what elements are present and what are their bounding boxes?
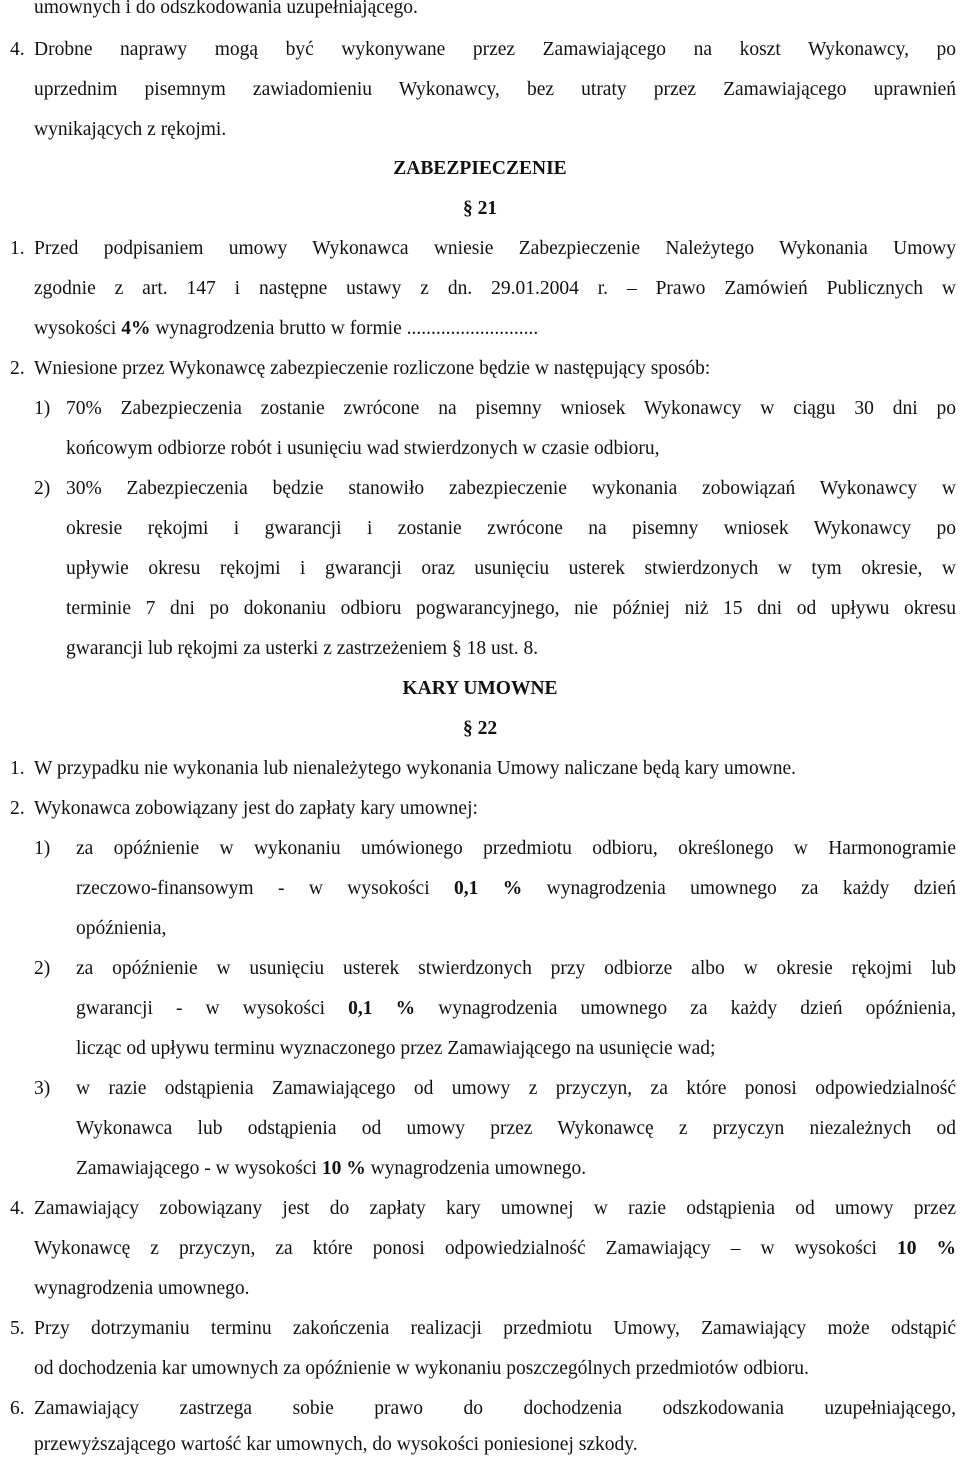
item-number: 4. <box>10 1198 25 1219</box>
text-line: Wykonawca lub odstąpienia od umowy przez Wykonawcę z przyczyn niezależnych od <box>76 1118 956 1139</box>
subitem-number: 1) <box>34 838 51 859</box>
text-line: Przy dotrzymaniu terminu zakończenia realizacji przedmiotu Umowy, Zamawiający może odstąpić <box>34 1318 956 1339</box>
text-line: od dochodzenia kar umownych za opóźnienie w wykonaniu poszczególnych przedmiotów odbioru. <box>34 1358 809 1379</box>
text-line: Wykonawcę z przyczyn, za które ponosi odpowiedzialność Zamawiający – w wysokości 10 % <box>34 1238 956 1259</box>
paragraph-number: § 22 <box>462 718 498 739</box>
text-line: Drobne naprawy mogą być wykonywane przez Zamawiającego na koszt Wykonawcy, po <box>34 39 956 60</box>
text-line: Przed podpisaniem umowy Wykonawca wniesie Zabezpieczenie Należytego Wykonania Umowy <box>34 238 956 259</box>
text-line: licząc od upływu terminu wyznaczonego przez Zamawiającego na usunięcie wad; <box>76 1038 716 1059</box>
paragraph-number: § 21 <box>462 198 498 219</box>
text-line: W przypadku nie wykonania lub nienależytego wykonania Umowy naliczane będą kary umowne. <box>34 758 797 779</box>
item-number: 2. <box>10 798 25 819</box>
text-line: przewyższającego wartość kar umownych, do wysokości poniesionej szkody. <box>34 1434 638 1455</box>
item-number: 6. <box>10 1398 25 1419</box>
text-line: upływie okresu rękojmi i gwarancji oraz usunięciu usterek stwierdzonych w tym okresie, w <box>66 558 956 579</box>
section-title: ZABEZPIECZENIE <box>393 158 567 179</box>
text-line: uprzednim pisemnym zawiadomieniu Wykonawcy, bez utraty przez Zamawiającego uprawnień <box>34 79 956 100</box>
text-line: 70% Zabezpieczenia zostanie zwrócone na pisemny wniosek Wykonawcy w ciągu 30 dni po <box>66 398 956 419</box>
subitem-number: 2) <box>34 958 51 979</box>
text-line: Wykonawca zobowiązany jest do zapłaty kary umownej: <box>34 798 478 819</box>
text-line: za opóźnienie w usunięciu usterek stwierdzonych przy odbiorze albo w okresie rękojmi lub <box>76 958 956 979</box>
text-line: Zamawiający zastrzega sobie prawo do dochodzenia odszkodowania uzupełniającego, <box>34 1398 956 1419</box>
text-line: okresie rękojmi i gwarancji i zostanie zwrócone na pisemny wniosek Wykonawcy po <box>66 518 956 539</box>
text-line: Wniesione przez Wykonawcę zabezpieczenie rozliczone będzie w następujący sposób: <box>34 358 711 379</box>
text-line: gwarancji lub rękojmi za usterki z zastrzeżeniem § 18 ust. 8. <box>66 638 539 659</box>
text-line: rzeczowo-finansowym - w wysokości 0,1 % wynagrodzenia umownego za każdy dzień <box>76 878 956 899</box>
subitem-number: 3) <box>34 1078 51 1099</box>
text-line: 30% Zabezpieczenia będzie stanowiło zabezpieczenie wykonania zobowiązań Wykonawcy w <box>66 478 956 499</box>
intro-tail: umownych i do odszkodowania uzupełniającego. <box>34 0 418 18</box>
text-line: końcowym odbiorze robót i usunięciu wad stwierdzonych w czasie odbioru, <box>66 438 660 459</box>
item-number: 5. <box>10 1318 25 1339</box>
text-line: w razie odstąpienia Zamawiającego od umowy z przyczyn, za które ponosi odpowiedzialność <box>76 1078 956 1099</box>
text-line: gwarancji - w wysokości 0,1 % wynagrodzenia umownego za każdy dzień opóźnienia, <box>76 998 956 1019</box>
text-line: wynagrodzenia umownego. <box>34 1278 250 1299</box>
text-line: terminie 7 dni po dokonaniu odbioru pogwarancyjnego, nie później niż 15 dni od upływu okresu <box>66 598 956 619</box>
text-line: zgodnie z art. 147 i następne ustawy z dn. 29.01.2004 r. – Prawo Zamówień Publicznych w <box>34 278 956 299</box>
item-number: 1. <box>10 238 25 259</box>
text-line: Zamawiającego - w wysokości 10 % wynagrodzenia umownego. <box>76 1158 587 1179</box>
text-line: za opóźnienie w wykonaniu umówionego przedmiotu odbioru, określonego w Harmonogramie <box>76 838 956 859</box>
item-number: 4. <box>10 39 25 60</box>
section-title: KARY UMOWNE <box>402 678 558 699</box>
item-number: 2. <box>10 358 25 379</box>
text-line: opóźnienia, <box>76 918 167 939</box>
text-line: Zamawiający zobowiązany jest do zapłaty kary umownej w razie odstąpienia od umowy przez <box>34 1198 956 1219</box>
subitem-number: 1) <box>34 398 51 419</box>
text-line: wysokości 4% wynagrodzenia brutto w formie ........................... <box>34 318 539 339</box>
item-number: 1. <box>10 758 25 779</box>
subitem-number: 2) <box>34 478 51 499</box>
text-line: wynikających z rękojmi. <box>34 119 227 140</box>
